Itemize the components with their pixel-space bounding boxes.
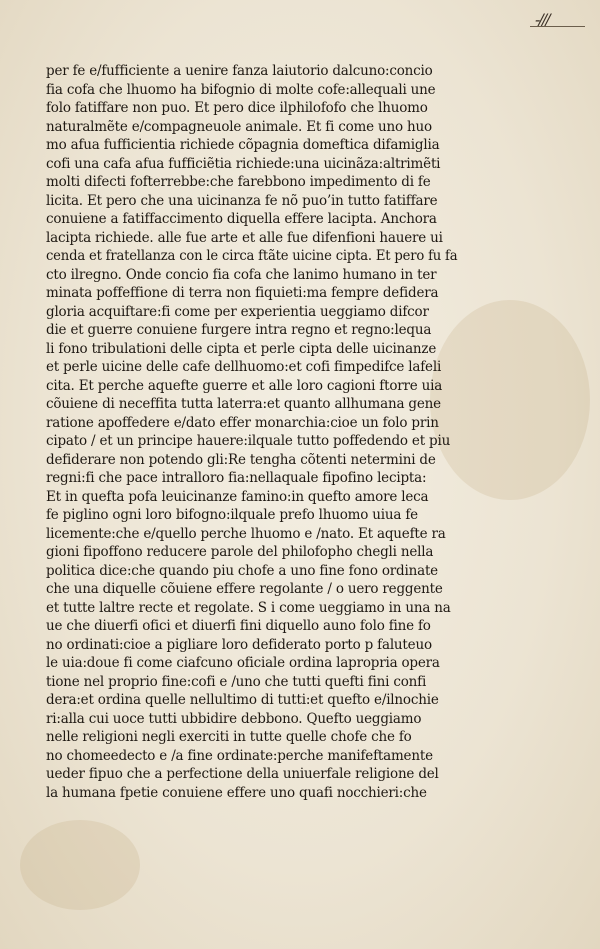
text-line: minata poffeffione di terra non fiquieti:ma fempre defidera xyxy=(46,285,439,301)
text-line: gioni fipoffono reducere parole del philofopho chegli nella xyxy=(46,544,434,560)
text-line: ueder fipuo che a perfectione della uniuerfale religione del xyxy=(46,766,439,782)
text-line: fe piglino ogni loro bifogno:ilquale prefo lhuomo uiua fe xyxy=(46,507,418,523)
text-line: ue che diuerfi ofici et diuerfi fini diquello auno folo fine fo xyxy=(46,618,431,634)
text-line: cipato / et un principe hauere:ilquale tutto poffedendo et piu xyxy=(46,433,451,449)
text-line: no chomeedecto e /a fine ordinate:perche manifeftamente xyxy=(46,747,433,764)
paper-stain xyxy=(20,820,140,910)
text-line: nelle religioni negli exerciti in tutte quelle chofe che fo xyxy=(46,729,412,745)
text-line: mo afua fufficientia richiede cõpagnia domeftica difamiglia xyxy=(46,137,440,153)
text-line: cita. Et perche aquefte guerre et alle loro cagioni ftorre uia xyxy=(46,377,443,394)
text-line: cenda et fratellanza con le circa ftãte uicine cipta. Et pero fu fa xyxy=(46,248,458,264)
text-line: li fono tribulationi delle cipta et perle cipta delle uicinanze xyxy=(46,340,437,357)
margin-rule xyxy=(530,26,585,27)
text-line: lacipta richiede. alle fue arte et alle fue difenfioni hauere ui xyxy=(46,229,443,246)
text-line: folo fatiffare non puo. Et pero dice ilphilofofo che lhuomo xyxy=(46,100,428,116)
text-line: cto ilregno. Onde concio fia cofa che lanimo humano in ter xyxy=(46,266,437,283)
text-line: la humana fpetie conuiene effere uno quafi nocchieri:che xyxy=(46,784,427,801)
text-line: regni:fi che pace intralloro fia:nellaquale fipofino lecipta: xyxy=(46,470,427,486)
text-line: fia cofa che lhuomo ha bifognio di molte cofe:allequali une xyxy=(46,81,436,98)
text-line: molti difecti fofterrebbe:che farebbono impedimento di fe xyxy=(46,174,431,190)
margin-annotation: -/// xyxy=(535,10,549,29)
text-line: naturalmẽte e/compagneuole animale. Et fi come uno huo xyxy=(46,118,432,135)
text-column xyxy=(46,62,458,802)
text-line: per fe e/fufficiente a uenire fanza laiutorio dalcuno:concio xyxy=(46,63,433,79)
text-line: dera:et ordina quelle nellultimo di tutti:et quefto e/ilnochie xyxy=(46,692,439,708)
text-line: et perle uicine delle cafe dellhuomo:et cofi fimpedifce lafeli xyxy=(46,359,442,375)
text-line: tione nel proprio fine:cofi e /uno che tutti quefti fini confi xyxy=(46,673,427,690)
text-line: defiderare non potendo gli:Re tengha cõtenti netermini de xyxy=(46,451,436,468)
text-line: che una diquelle cõuiene effere regolante / o uero reggente xyxy=(46,581,443,597)
text-line: ri:alla cui uoce tutti ubbidire debbono. Quefto ueggiamo xyxy=(46,710,422,727)
text-line: licemente:che e/quello perche lhuomo e /nato. Et aquefte ra xyxy=(46,525,446,542)
text-line: politica dice:che quando piu chofe a uno fine fono ordinate xyxy=(46,562,438,579)
text-line: cofi una cafa afua fufficiẽtia richiede:una uicinãza:altrimẽti xyxy=(46,155,441,172)
text-line: le uia:doue fi come ciafcuno oficiale ordina lapropria opera xyxy=(46,655,440,671)
text-line: ratione apoffedere e/dato effer monarchia:cioe un folo prin xyxy=(46,414,439,431)
text-line: die et guerre conuiene furgere intra regno et regno:lequa xyxy=(46,322,432,338)
text-line: cõuiene di neceffita tutta laterra:et quanto allhumana gene xyxy=(46,396,441,412)
text-line: licita. Et pero che una uicinanza fe nõ puo’in tutto fatiffare xyxy=(46,192,438,209)
text-line: no ordinati:cioe a pigliare loro defiderato porto p faluteuo xyxy=(46,636,432,653)
text-line: gloria acquiftare:fi come per experientia ueggiamo difcor xyxy=(46,303,429,320)
text-line: Et in quefta pofa leuicinanze famino:in quefto amore leca xyxy=(46,488,429,505)
text-line: et tutte laltre recte et regolate. S i come ueggiamo in una na xyxy=(46,599,451,616)
text-line: conuiene a fatiffaccimento diquella effere lacipta. Anchora xyxy=(46,211,437,227)
